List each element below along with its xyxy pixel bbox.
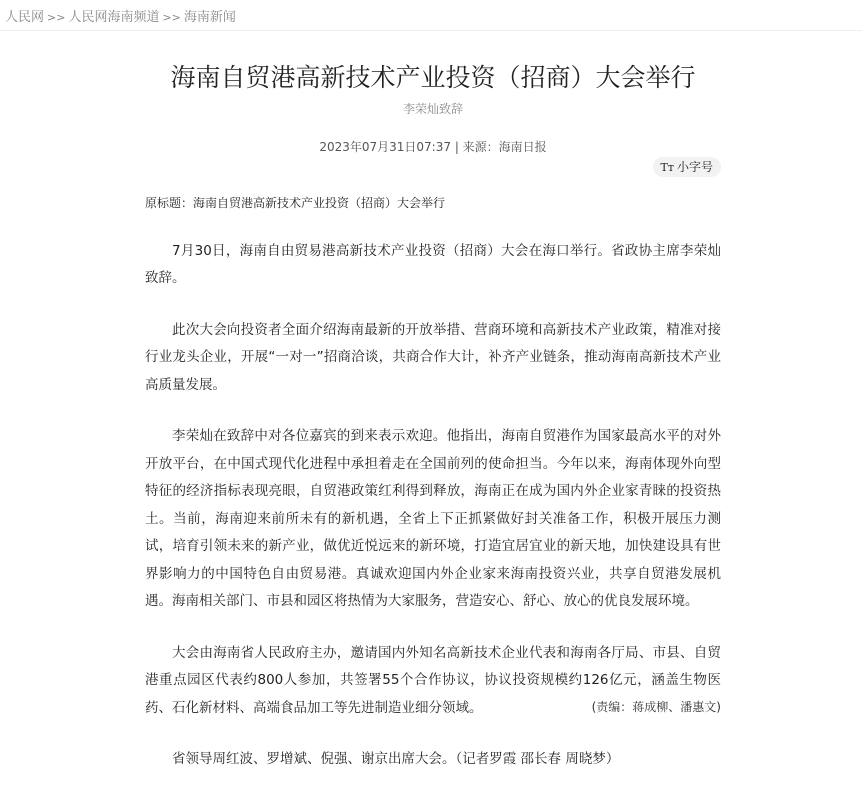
article-meta (145, 138, 721, 155)
font-size-label: 小字号 (676, 160, 713, 174)
breadcrumb-separator: >> (47, 11, 66, 24)
paragraph: 此次大会向投资者全面介绍海南最新的开放举措、营商环境和高新技术产业政策，精准对接行业龙头企业，开展“一对一”招商洽谈，共商合作大计，补齐产业链条，推动海南高新技术产业高质量发展。 (145, 321, 721, 393)
font-size-toggle-button[interactable] (653, 157, 721, 177)
publish-datetime: 2023年07月31日07:37 (319, 140, 451, 154)
original-title: 原标题：海南自贸港高新技术产业投资（招商）大会举行 (145, 196, 446, 210)
editor-credit: (责编：蒋成柳、潘惠文) (591, 700, 721, 714)
breadcrumb-link-hainan-channel[interactable]: 人民网海南频道 (68, 10, 160, 25)
article-title: 海南自贸港高新技术产业投资（招商）大会举行 (170, 63, 696, 92)
font-size-icon: Tт (660, 161, 674, 174)
breadcrumb-link-hainan-news[interactable]: 海南新闻 (183, 10, 236, 25)
breadcrumb-separator: >> (162, 11, 181, 24)
paragraph: 大会由海南省人民政府主办，邀请国内外知名高新技术企业代表和海南各厅局、市县、自贸港重点园区代表约800人参加，共签署55个合作协议，协议投资规模约126亿元，涵盖生物医药、石化新材料、高端食品加工等先进制造业细分领域。 (145, 644, 721, 716)
breadcrumb (5, 6, 236, 25)
paragraph: 省领导周红波、罗增斌、倪强、谢京出席大会。（记者罗霞 邵长春 周晓梦） (172, 751, 620, 767)
breadcrumb-link-renminwang[interactable]: 人民网 (5, 10, 45, 25)
paragraph: 李荣灿在致辞中对各位嘉宾的到来表示欢迎。他指出，海南自贸港作为国家最高水平的对外开放平台，在中国式现代化进程中承担着走在全国前列的使命担当。今年以来，海南体现外向型特征的经济指标表现亮眼，自贸港政策红利得到释放，海南正在成为国内外企业家青睐的投资热土。当前，海南迎来前所未有的新机遇，全省上下正抓紧做好封关准备工作，积极开展压力测试，培育引领未来的新产业，做优近悦远来的新环境，打造宜居宜业的新天地，加快建设具有世界影响力的中国特色自由贸易港。真诚欢迎国内外企业家来海南投资兴业，共享自贸港发展机遇。海南相关部门、市县和园区将热情为大家服务，营造安心、舒心、放心的优良发展环境。 (145, 428, 721, 609)
article-subtitle: 李荣灿致辞 (402, 102, 463, 116)
article-source: | 来源：海南日报 (454, 140, 547, 154)
divider (0, 30, 862, 31)
paragraph: 7月30日，海南自由贸易港高新技术产业投资（招商）大会在海口举行。省政协主席李荣灿致辞。 (145, 242, 721, 286)
